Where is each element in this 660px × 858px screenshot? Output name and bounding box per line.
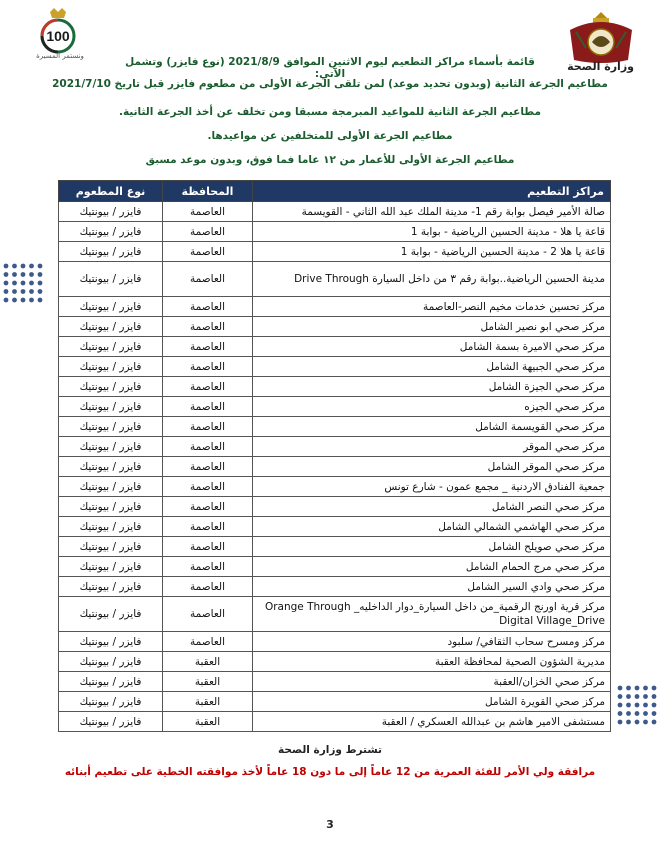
intro-line-first-dose-missed: مطاعيم الجرعة الأولى للمتخلفين عن مواعيدها. <box>207 130 453 142</box>
governorate-cell: العقبة <box>163 692 253 712</box>
governorate-cell: العاصمة <box>163 557 253 577</box>
column-header-center: مراكز التطعيم <box>253 181 611 202</box>
vaccine-type-cell: فايزر / بيونتيك <box>59 477 163 497</box>
governorate-cell: العاصمة <box>163 357 253 377</box>
center-name-cell: مركز صحي الجيزه <box>253 397 611 417</box>
table-row <box>59 557 611 577</box>
vaccine-type-cell: فايزر / بيونتيك <box>59 202 163 222</box>
table-row <box>59 337 611 357</box>
governorate-cell: العاصمة <box>163 497 253 517</box>
table-row <box>59 672 611 692</box>
governorate-cell: العاصمة <box>163 597 253 632</box>
table-row <box>59 457 611 477</box>
vaccine-type-cell: فايزر / بيونتيك <box>59 242 163 262</box>
center-name-cell: مركز صحي الجيزة الشامل <box>253 377 611 397</box>
ministry-name: وزارة الصحة <box>567 60 634 73</box>
center-name-cell: مركز صحي الموقر الشامل <box>253 457 611 477</box>
governorate-cell: العقبة <box>163 652 253 672</box>
table-row <box>59 202 611 222</box>
vaccine-type-cell: فايزر / بيونتيك <box>59 457 163 477</box>
column-header-governorate: المحافظة <box>163 181 253 202</box>
centennial-tagline: ونستمر المسيرة <box>36 52 84 60</box>
vaccine-type-cell: فايزر / بيونتيك <box>59 577 163 597</box>
center-name-cell: مركز صحي الاميرة بسمة الشامل <box>253 337 611 357</box>
center-name-cell: مركز صحي القويسمة الشامل <box>253 417 611 437</box>
center-name-cell: مركز ومسرح سحاب الثقافي/ سلبود <box>253 632 611 652</box>
center-name-cell: قاعة يا هلا 2 - مدينة الحسين الرياضية - بوابة 1 <box>253 242 611 262</box>
vaccine-type-cell: فايزر / بيونتيك <box>59 537 163 557</box>
vaccine-type-cell: فايزر / بيونتيك <box>59 262 163 297</box>
ministry-condition-note: تشترط وزارة الصحة <box>278 744 382 756</box>
center-name-cell: صالة الأمير فيصل بوابة رقم 1- مدينة الملك عبد الله الثاني - القويسمة <box>253 202 611 222</box>
governorate-cell: العاصمة <box>163 397 253 417</box>
center-name-cell: قاعة يا هلا - مدينة الحسين الرياضية - بوابة 1 <box>253 222 611 242</box>
table-row <box>59 297 611 317</box>
governorate-cell: العاصمة <box>163 242 253 262</box>
center-name-cell: مديرية الشؤون الصحية لمحافظة العقبة <box>253 652 611 672</box>
table-row <box>59 517 611 537</box>
table-row <box>59 477 611 497</box>
table-row <box>59 317 611 337</box>
table-row <box>59 537 611 557</box>
vaccine-type-cell: فايزر / بيونتيك <box>59 652 163 672</box>
guardian-consent-warning: مرافقة ولي الأمر للفئة العمرية من 12 عاماً إلى ما دون 18 عاماً لأخذ موافقته الخطية على تطعيم أبنائه <box>64 766 596 778</box>
governorate-cell: العقبة <box>163 712 253 732</box>
governorate-cell: العاصمة <box>163 577 253 597</box>
governorate-cell: العاصمة <box>163 377 253 397</box>
table-row <box>59 437 611 457</box>
center-name-cell: مركز صحي وادي السير الشامل <box>253 577 611 597</box>
vaccine-type-cell: فايزر / بيونتيك <box>59 517 163 537</box>
table-row <box>59 242 611 262</box>
column-header-vaccine-type: نوع المطعوم <box>59 181 163 202</box>
table-row <box>59 692 611 712</box>
governorate-cell: العاصمة <box>163 437 253 457</box>
center-name-cell: مركز صحي الموقر <box>253 437 611 457</box>
table-row <box>59 397 611 417</box>
vaccine-type-cell: فايزر / بيونتيك <box>59 357 163 377</box>
governorate-cell: العقبة <box>163 672 253 692</box>
governorate-cell: العاصمة <box>163 337 253 357</box>
vaccine-type-cell: فايزر / بيونتيك <box>59 597 163 632</box>
center-name-cell: مركز صحي الهاشمي الشمالي الشامل <box>253 517 611 537</box>
governorate-cell: العاصمة <box>163 222 253 242</box>
table-row <box>59 377 611 397</box>
vaccine-type-cell: فايزر / بيونتيك <box>59 497 163 517</box>
table-row <box>59 417 611 437</box>
vaccine-type-cell: فايزر / بيونتيك <box>59 317 163 337</box>
center-name-cell: مركز تحسين خدمات مخيم النصر-العاصمة <box>253 297 611 317</box>
ministry-coat-of-arms-icon <box>562 8 640 68</box>
center-name-cell: مركز صحي القويرة الشامل <box>253 692 611 712</box>
governorate-cell: العاصمة <box>163 632 253 652</box>
page-number: 3 <box>326 818 334 831</box>
governorate-cell: العاصمة <box>163 417 253 437</box>
table-row <box>59 497 611 517</box>
table-header-row <box>59 181 611 202</box>
governorate-cell: العاصمة <box>163 317 253 337</box>
decorative-dots-icon <box>2 262 44 304</box>
center-name-cell: مدينة الحسين الرياضية..بوابة رقم ٣ من داخل السيارة Drive Through <box>253 262 611 297</box>
decorative-dots-icon <box>616 684 658 726</box>
center-name-cell: مركز صحي مرج الحمام الشامل <box>253 557 611 577</box>
governorate-cell: العاصمة <box>163 457 253 477</box>
intro-line-second-dose-scheduled: مطاعيم الجرعة الثانية للمواعيد المبرمجة مسبقا ومن تخلف عن أخذ الجرعة الثانية. <box>118 106 542 118</box>
vaccine-type-cell: فايزر / بيونتيك <box>59 672 163 692</box>
table-row <box>59 597 611 632</box>
document-title: قائمة بأسماء مراكز التطعيم ليوم الاثنين الموافق 2021/8/9 (نوع فايزر) وتشمل الآتي: <box>125 56 535 80</box>
vaccine-type-cell: فايزر / بيونتيك <box>59 692 163 712</box>
svg-text:100: 100 <box>46 28 70 44</box>
center-name-cell: مركز صحي النصر الشامل <box>253 497 611 517</box>
table-row <box>59 652 611 672</box>
table-row <box>59 357 611 377</box>
center-name-cell: مركز صحي ابو نصير الشامل <box>253 317 611 337</box>
intro-line-second-dose-walkin: مطاعيم الجرعة الثانية (وبدون تحديد موعد) لمن تلقى الجرعة الأولى من مطعوم فايزر قبل تاريخ 2021/7/10 <box>52 78 608 90</box>
table-row <box>59 577 611 597</box>
table-row <box>59 262 611 297</box>
vaccine-type-cell: فايزر / بيونتيك <box>59 557 163 577</box>
center-name-cell: مركز صحي صويلح الشامل <box>253 537 611 557</box>
governorate-cell: العاصمة <box>163 202 253 222</box>
center-name-cell: مركز صحي الخزان/العقبة <box>253 672 611 692</box>
governorate-cell: العاصمة <box>163 537 253 557</box>
table-row <box>59 632 611 652</box>
vaccine-type-cell: فايزر / بيونتيك <box>59 632 163 652</box>
vaccination-centers-table <box>58 180 611 732</box>
vaccine-type-cell: فايزر / بيونتيك <box>59 712 163 732</box>
center-name-cell: جمعية الفنادق الاردنية _ مجمع عمون - شارع تونس <box>253 477 611 497</box>
vaccine-type-cell: فايزر / بيونتيك <box>59 417 163 437</box>
governorate-cell: العاصمة <box>163 297 253 317</box>
governorate-cell: العاصمة <box>163 262 253 297</box>
vaccine-type-cell: فايزر / بيونتيك <box>59 377 163 397</box>
intro-line-first-dose-age: مطاعيم الجرعة الأولى للأعمار من ١٢ عاما فما فوق، وبدون موعد مسبق <box>145 154 515 166</box>
table-row <box>59 222 611 242</box>
vaccine-type-cell: فايزر / بيونتيك <box>59 437 163 457</box>
vaccine-type-cell: فايزر / بيونتيك <box>59 397 163 417</box>
center-name-cell: مركز صحي الجبيهة الشامل <box>253 357 611 377</box>
table-row <box>59 712 611 732</box>
center-name-cell: مركز قرية اورنج الرقمية_من داخل السيارة_دوار الداخليه_ Orange Through Digital Village_Drive <box>253 597 611 632</box>
center-name-cell: مستشفى الامير هاشم بن عبدالله العسكري / العقبة <box>253 712 611 732</box>
vaccine-type-cell: فايزر / بيونتيك <box>59 337 163 357</box>
vaccine-type-cell: فايزر / بيونتيك <box>59 222 163 242</box>
governorate-cell: العاصمة <box>163 517 253 537</box>
vaccine-type-cell: فايزر / بيونتيك <box>59 297 163 317</box>
governorate-cell: العاصمة <box>163 477 253 497</box>
